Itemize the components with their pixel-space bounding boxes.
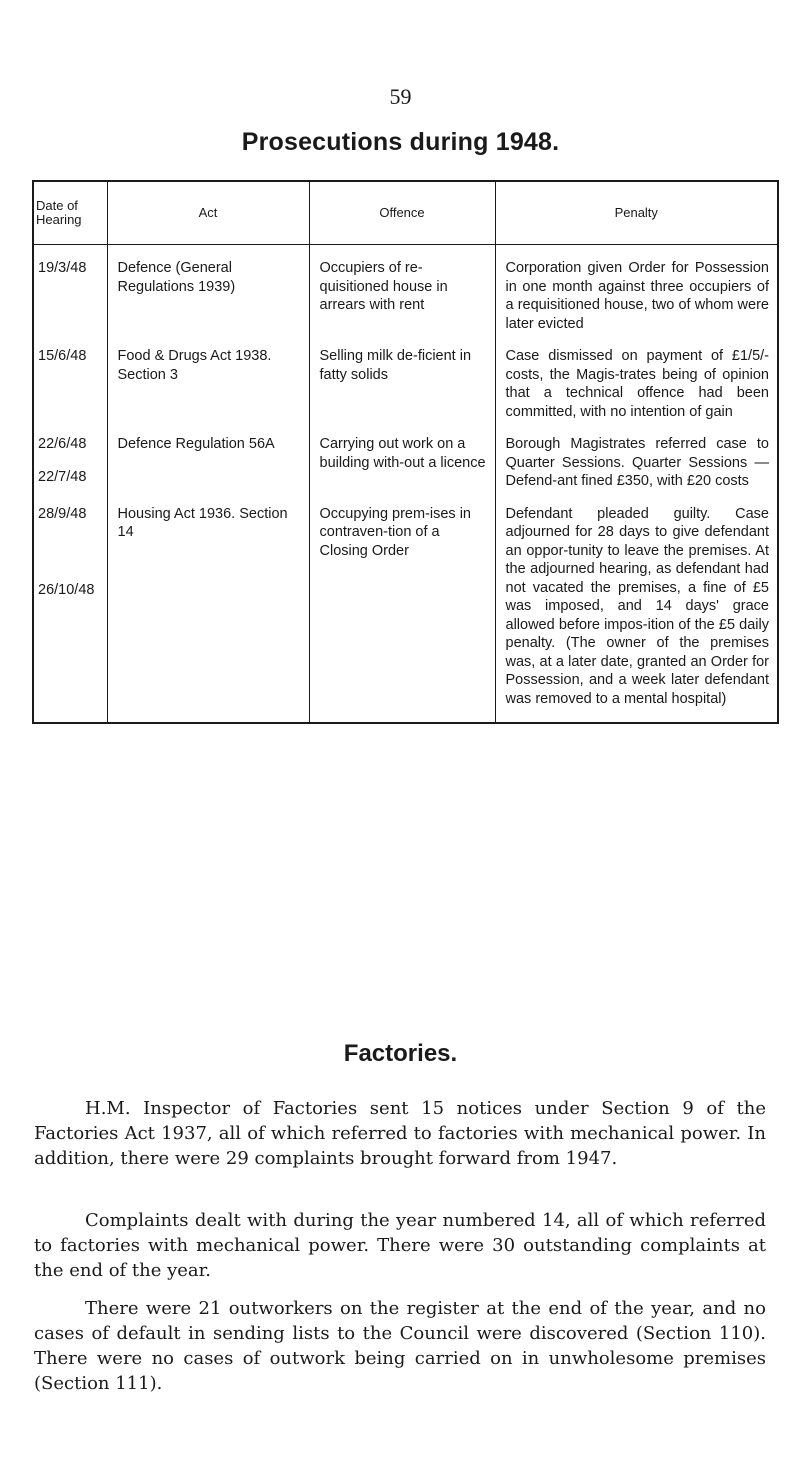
- header-offence: Offence: [309, 181, 495, 245]
- cell-date: [33, 505, 107, 724]
- header-date: Date of Hearing: [33, 181, 107, 245]
- hearing-date: 22/6/48: [38, 436, 87, 452]
- cell-act: Defence (General Regulations 1939): [107, 245, 309, 348]
- cell-date: [33, 435, 107, 505]
- cell-penalty: Corporation given Order for Possession in one month against three occupiers of a requisitioned house, two of whom were later evicted: [495, 245, 778, 348]
- cell-penalty: Borough Magistrates referred case to Quarter Sessions. Quarter Sessions — Defend-ant fined £350, with £20 costs: [495, 435, 778, 505]
- cell-penalty: Case dismissed on payment of £1/5/- costs, the Magis-trates being of opinion that a technical offence had been committed, with no intention of gain: [495, 347, 778, 435]
- factories-heading: Factories.: [343, 1040, 458, 1067]
- page-number: 59: [389, 84, 412, 109]
- table-row: [33, 435, 778, 505]
- hearing-date: 19/3/48: [38, 260, 87, 276]
- cell-act: Food & Drugs Act 1938. Section 3: [107, 347, 309, 435]
- cell-offence: Carrying out work on a building with-out a licence: [309, 435, 495, 505]
- hearing-date: 28/9/48: [38, 505, 87, 522]
- hearing-date: 15/6/48: [38, 348, 87, 364]
- cell-act: Housing Act 1936. Section 14: [107, 505, 309, 724]
- header-penalty: Penalty: [495, 181, 778, 245]
- factories-paragraph: Complaints dealt with during the year numbered 14, all of which referred to factories with mechanical power. There were 30 outstanding complaints at the end of the year.: [34, 1210, 766, 1281]
- cell-date: [33, 347, 107, 435]
- header-act: Act: [107, 181, 309, 245]
- hearing-date: 22/7/48: [38, 468, 87, 485]
- table-row: [33, 347, 778, 435]
- cell-penalty: Defendant pleaded guilty. Case adjourned for 28 days to give defendant an oppor-tunity to leave the premises. At the adjourned hearing, as defendant had not vacated the premises, a fine of £5 was imposed, and 14 days' grace allowed before impos-ition of the £5 daily penalty. (The owner of the premises was, at a later date, granted an Order for Possession, and a week later defendant was removed to a mental hospital): [495, 505, 778, 724]
- factories-paragraph: H.M. Inspector of Factories sent 15 notices under Section 9 of the Factories Act 1937, all of which referred to factories with mechanical power. In addition, there were 29 complaints brought forward from 1947.: [34, 1098, 766, 1169]
- cell-offence: Occupiers of re-quisitioned house in arrears with rent: [309, 245, 495, 348]
- cell-offence: Occupying prem-ises in contraven-tion of a Closing Order: [309, 505, 495, 724]
- cell-offence: Selling milk de-ficient in fatty solids: [309, 347, 495, 435]
- cell-act: Defence Regulation 56A: [107, 435, 309, 505]
- table-row: [33, 505, 778, 724]
- table-header-row: [33, 181, 778, 245]
- cell-date: [33, 245, 107, 348]
- prosecutions-table: [32, 180, 779, 724]
- page-title: Prosecutions during 1948.: [241, 128, 560, 156]
- factories-paragraph: There were 21 outworkers on the register at the end of the year, and no cases of default in sending lists to the Council were discovered (Section 110). There were no cases of outwork being carried on in unwholesome premises (Section 111).: [34, 1298, 766, 1394]
- table-row: [33, 245, 778, 348]
- hearing-date: 26/10/48: [38, 582, 95, 598]
